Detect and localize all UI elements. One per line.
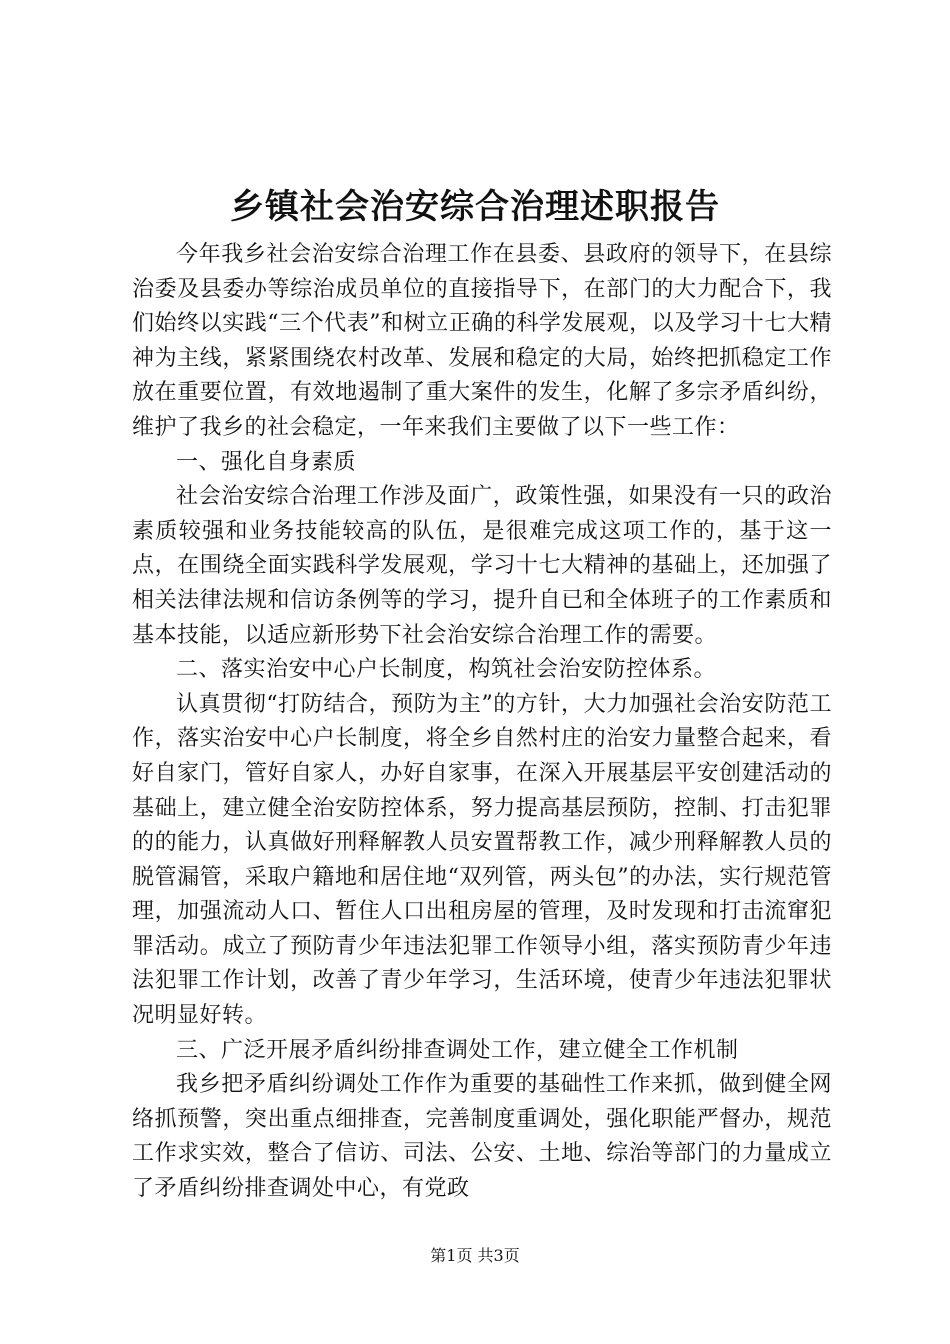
paragraph-intro: 今年我乡社会治安综合治理工作在县委、县政府的领导下，在县综治委及县委办等综治成员单位的直接指导下，在部门的大力配合下，我们始终以实践“三个代表”和树立正确的科学发展观，以及学习十七大精神为主线，紧紧围绕农村改革、发展和稳定的大局，始终把抓稳定工作放在重要位置，有效地遏制了重大案件的发生，化解了多宗矛盾纠纷，维护了我乡的社会稳定，一年来我们主要做了以下一些工作： bbox=[132, 242, 832, 440]
page-footer bbox=[0, 1244, 950, 1268]
section-heading-1: 一、强化自身素质 bbox=[176, 449, 357, 475]
paragraph-section-1: 社会治安综合治理工作涉及面广，政策性强，如果没有一只的政治素质较强和业务技能较高的队伍，是很难完成这项工作的，基于这一点，在围绕全面实践科学发展观，学习十七大精神的基础上，还加强了相关法律法规和信访条例等的学习，提升自已和全体班子的工作素质和基本技能，以适应新形势下社会治安综合治理工作的需要。 bbox=[132, 484, 832, 648]
paragraph-section-3: 我乡把矛盾纠纷调处工作作为重要的基础性工作来抓，做到健全网络抓预警，突出重点细排查，完善制度重调处，强化职能严督办，规范工作求实效，整合了信访、司法、公安、土地、综治等部门的力量成立了矛盾纠纷排查调处中心，有党政 bbox=[132, 1072, 832, 1202]
paragraph-section-2: 认真贯彻“打防结合，预防为主”的方针，大力加强社会治安防范工作，落实治安中心户长制度，将全乡自然村庄的治安力量整合起来，看好自家门，管好自家人，办好自家事，在深入开展基层平安创建活动的基础上，建立健全治安防控体系，努力提高基层预防，控制、打击犯罪的的能力，认真做好刑释解教人员安置帮教工作，减少刑释解教人员的脱管漏管，采取户籍地和居住地“双列管，两头包”的办法，实行规范管理，加强流动人口、暂住人口出租房屋的管理，及时发现和打击流窜犯罪活动。成立了预防青少年违法犯罪工作领导小组，落实预防青少年违法犯罪工作计划，改善了青少年学习，生活环境，使青少年违法犯罪状况明显好转。 bbox=[132, 691, 832, 1029]
page-title: 乡镇社会治安综合治理述职报告 bbox=[230, 187, 720, 227]
document-body bbox=[132, 238, 832, 1207]
page-number-indicator: 第1页 共3页 bbox=[430, 1246, 520, 1265]
section-heading-2: 二、落实治安中心户长制度，构筑社会治安防控体系。 bbox=[176, 657, 717, 683]
section-heading-3: 三、广泛开展矛盾纠纷排查调处工作，建立健全工作机制 bbox=[176, 1037, 739, 1063]
